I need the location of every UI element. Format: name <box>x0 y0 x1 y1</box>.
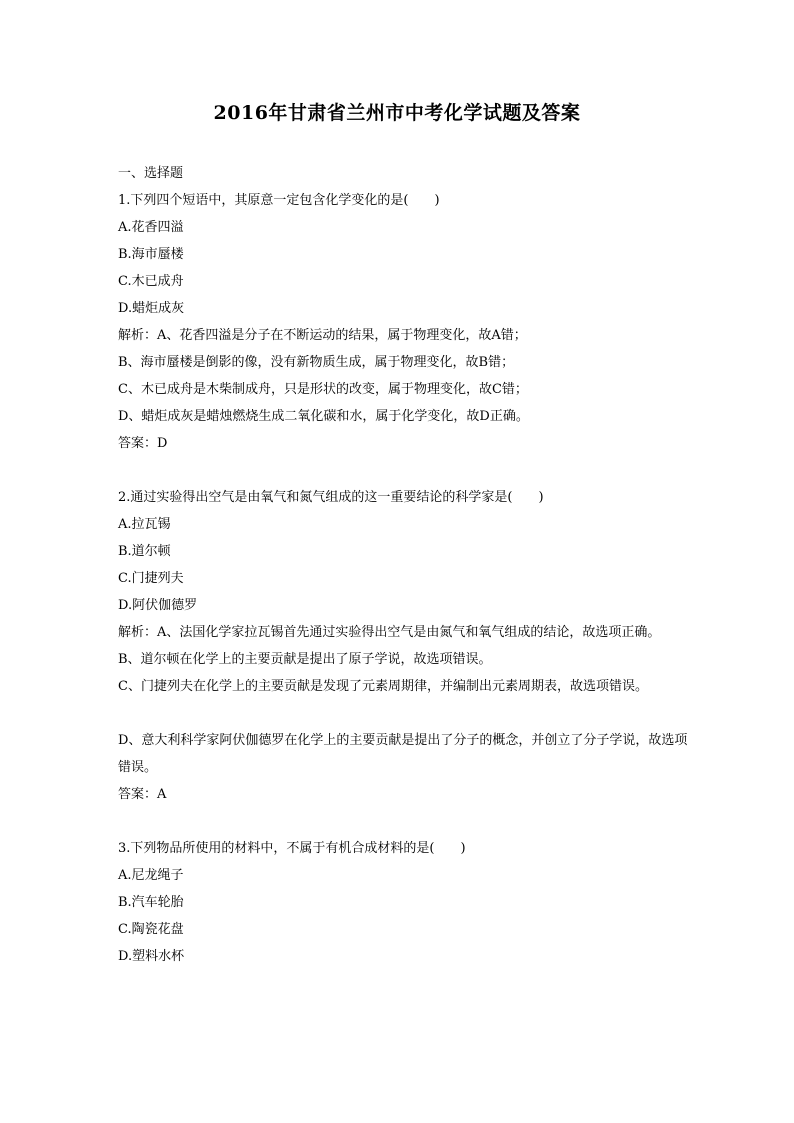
option-b: B.汽车轮胎 <box>118 895 184 910</box>
option-d: D.蜡炬成灰 <box>118 301 185 316</box>
option-c: C.门捷列夫 <box>118 571 184 586</box>
option-a: A.尼龙绳子 <box>118 868 184 883</box>
spacer <box>118 457 688 484</box>
analysis-line: 解析：A、法国化学家拉瓦锡首先通过实验得出空气是由氮气和氧气组成的结论，故选项正确。 <box>118 625 661 640</box>
analysis-line: 解析：A、花香四溢是分子在不断运动的结果，属于物理变化，故A错； <box>118 328 527 343</box>
option-b: B.海市蜃楼 <box>118 247 184 262</box>
document-title: 2016年甘肃省兰州市中考化学试题及答案 <box>213 102 581 124</box>
analysis-line: B、道尔顿在化学上的主要贡献是提出了原子学说，故选项错误。 <box>118 652 492 667</box>
option-d: D.塑料水杯 <box>118 949 185 964</box>
question-1 <box>118 187 688 457</box>
question-stem: 2.通过实验得出空气是由氧气和氮气组成的这一重要结论的科学家是( ) <box>118 490 544 505</box>
question-3 <box>118 835 688 970</box>
option-c: C.木已成舟 <box>118 274 184 289</box>
option-a: A.拉瓦锡 <box>118 517 171 532</box>
analysis-line: C、木已成舟是木柴制成舟，只是形状的改变，属于物理变化，故C错； <box>118 382 528 397</box>
document-body <box>118 160 688 970</box>
option-a: A.花香四溢 <box>118 220 184 235</box>
analysis-line: D、意大利科学家阿伏伽德罗在化学上的主要贡献是提出了分子的概念，并创立了分子学说，故选项错误。 <box>118 733 688 775</box>
answer-line: 答案：A <box>118 787 167 802</box>
question-2 <box>118 484 688 808</box>
question-stem: 1.下列四个短语中，其原意一定包含化学变化的是( ) <box>118 193 440 208</box>
option-c: C.陶瓷花盘 <box>118 922 184 937</box>
option-b: B.道尔顿 <box>118 544 171 559</box>
option-d: D.阿伏伽德罗 <box>118 598 198 613</box>
section-heading: 一、选择题 <box>118 166 184 181</box>
spacer <box>118 808 688 835</box>
question-stem: 3.下列物品所使用的材料中，不属于有机合成材料的是( ) <box>118 841 466 856</box>
analysis-line: D、蜡炬成灰是蜡烛燃烧生成二氧化碳和水，属于化学变化，故D正确。 <box>118 409 529 424</box>
analysis-line: B、海市蜃楼是倒影的像，没有新物质生成，属于物理变化，故B错； <box>118 355 515 370</box>
spacer <box>118 700 688 727</box>
answer-line: 答案：D <box>118 436 168 451</box>
analysis-line: C、门捷列夫在化学上的主要贡献是发现了元素周期律，并编制出元素周期表，故选项错误。 <box>118 679 648 694</box>
